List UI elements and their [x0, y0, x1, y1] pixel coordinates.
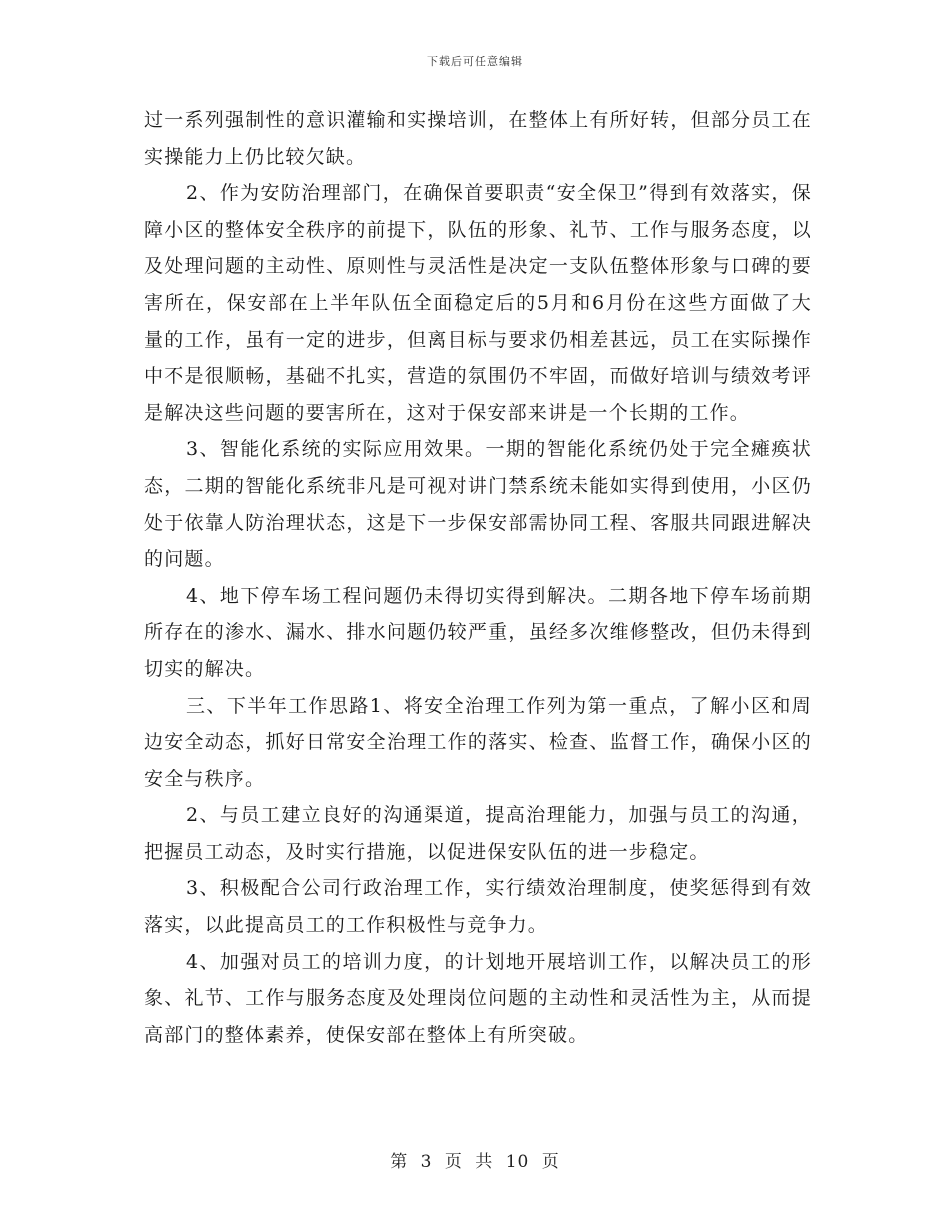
- paragraph-communication: 2、与员工建立良好的沟通渠道，提高治理能力，加强与员工的沟通，把握员工动态，及时实行措施，以促进保安队伍的进一步稳定。: [144, 804, 812, 863]
- paragraph-training: 4、加强对员工的培训力度，的计划地开展培训工作，以解决员工的形象、礼节、工作与服务态度及处理岗位问题的主动性和灵活性为主，从而提高部门的整体素养，使保安部在整体上有所突破。: [144, 950, 812, 1046]
- document-body: [144, 102, 812, 1053]
- paragraph-continuation: 过一系列强制性的意识灌输和实操培训，在整体上有所好转，但部分员工在实操能力上仍比较欠缺。: [144, 109, 812, 168]
- page-header: 下载后可任意编辑: [427, 55, 523, 68]
- paragraph-smart-system: 3、智能化系统的实际应用效果。一期的智能化系统仍处于完全瘫痪状态，二期的智能化系统非凡是可视对讲门禁系统未能如实得到使用，小区仍处于依靠人防治理状态，这是下一步保安部需协同工程、客服共同跟进解决的问题。: [144, 438, 812, 571]
- paragraph-second-half-plan: 三、下半年工作思路1、将安全治理工作列为第一重点，了解小区和周边安全动态，抓好日常安全治理工作的落实、检查、监督工作，确保小区的安全与秩序。: [144, 694, 812, 790]
- paragraph-underground-parking: 4、地下停车场工程问题仍未得切实得到解决。二期各地下停车场前期所存在的渗水、漏水、排水问题仍较严重，虽经多次维修整改，但仍未得到切实的解决。: [144, 584, 812, 680]
- page-number: 第 3 页 共 10 页: [390, 1152, 560, 1172]
- paragraph-security-duties: 2、作为安防治理部门，在确保首要职责“安全保卫”得到有效落实，保障小区的整体安全秩序的前提下，队伍的形象、礼节、工作与服务态度，以及处理问题的主动性、原则性与灵活性是决定一支队伍整体形象与口碑的要害所在，保安部在上半年队伍全面稳定后的5月和6月份在这些方面做了大量的工作，虽有一定的进步，但离目标与要求仍相差甚远，员工在实际操作中不是很顺畅，基础不扎实，营造的氛围仍不牢固，而做好培训与绩效考评是解决这些问题的要害所在，这对于保安部来讲是一个长期的工作。: [144, 182, 812, 424]
- paragraph-performance: 3、积极配合公司行政治理工作，实行绩效治理制度，使奖惩得到有效落实，以此提高员工的工作积极性与竞争力。: [144, 877, 812, 937]
